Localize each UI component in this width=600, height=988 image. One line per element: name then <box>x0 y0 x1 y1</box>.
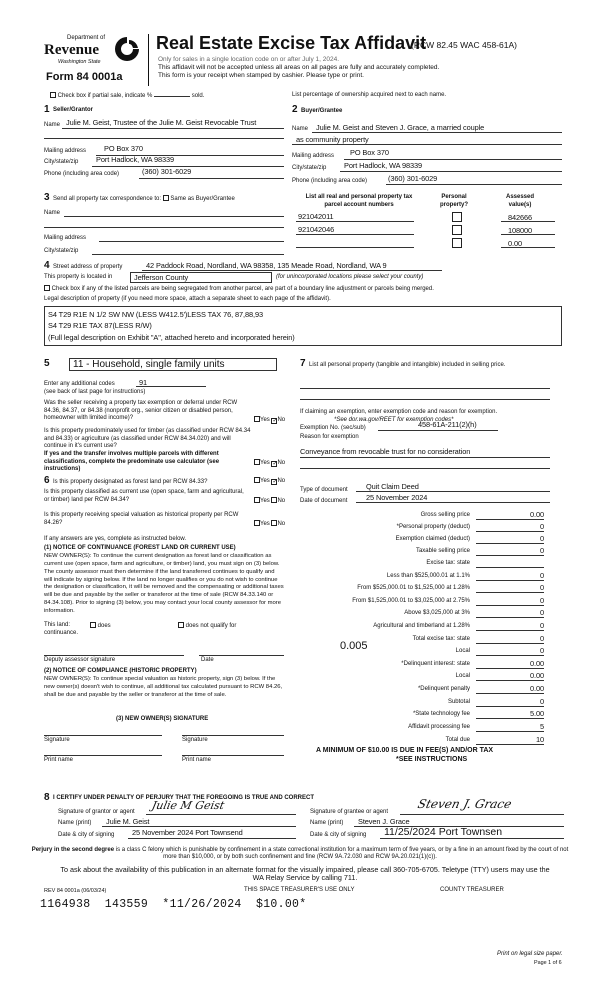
does-not-label: does not qualify for <box>185 623 237 629</box>
additional-codes[interactable]: 91 <box>139 378 148 387</box>
tax-row-underline <box>476 668 544 669</box>
located-label: This property is located in <box>44 274 113 280</box>
dor-emblem-icon <box>112 35 142 63</box>
tax-row-value[interactable]: 0 <box>539 634 544 643</box>
county-treasurer: COUNTY TREASURER <box>440 887 504 893</box>
property-number: 4 <box>44 260 50 271</box>
tax-row <box>296 558 562 569</box>
seller-name[interactable]: Julie M. Geist, Trustee of the Julie M. Geist Revocable Trust <box>66 118 257 127</box>
tax-row-underline <box>476 555 544 556</box>
segregated-label: Check box if any of the listed parcels are being segregated from another parcel, are part of a boundary line adjustment or parcels being merged. <box>51 286 434 292</box>
seller-phone[interactable]: (360) 301-6029 <box>142 167 192 176</box>
tax-row-value[interactable]: 5.00 <box>530 709 544 718</box>
tax-row <box>296 534 562 545</box>
correspondence-label: Send all property tax correspondence to: <box>53 196 162 202</box>
tax-row <box>296 571 562 582</box>
tax-row-label: Agricultural and timberland at 1.28% <box>373 623 470 629</box>
seller-mailing[interactable]: PO Box 370 <box>104 144 143 153</box>
parcel-table <box>296 192 562 258</box>
legal-line-1: S4 T29 R1E N 1/2 SW NW (LESS W412.5')LESS TAX 76, 87,88,93 <box>48 310 263 319</box>
tax-row-label: From $525,000.01 to $1,525,000 at 1.28% <box>357 585 470 591</box>
parcel-number-1[interactable]: 921042011 <box>298 212 334 221</box>
tax-row <box>296 510 562 521</box>
buyer-heading: Buyer/Grantee <box>301 108 343 114</box>
q1-no-label: No <box>277 417 286 423</box>
certification-section <box>44 792 564 842</box>
owner-signature-label-2: Signature <box>182 737 208 743</box>
partial-sale-checkbox[interactable] <box>50 92 56 98</box>
segregated-checkbox[interactable] <box>44 285 50 291</box>
does-not-row <box>178 622 236 631</box>
tax-row-underline <box>476 718 544 719</box>
minimum-notice: A MINIMUM OF $10.00 IS DUE IN FEE(S) AND/OR TAX <box>316 747 494 754</box>
legal-paper-note: Print on legal size paper. <box>497 951 563 957</box>
tax-row <box>296 646 562 657</box>
same-as-buyer-checkbox[interactable] <box>163 195 169 201</box>
tax-row-underline <box>476 744 544 745</box>
forest-q3-yes-label: Yes <box>260 521 270 527</box>
tax-row <box>296 684 562 695</box>
tax-row-value[interactable]: 0 <box>539 596 544 605</box>
notice1-text: NEW OWNER(S): To continue the current designation as forest land or classification as current use (open space, farm and agriculture, or timber) land, you must sign on (3) below. The county assessor must then determine if the land transferred continues to qualify and will indicate by signing below. If the land no longer qualifies or you do not wish to continue the designation or classification, it will be removed and the compensating or additional taxes will be due and payable by the seller or transferor at the time of sale (RCW 84.33.140 or 84.34.108). Prior to signing (3) below, you may contact your local county assessor for more information. <box>44 553 284 614</box>
tax-row-label: Local <box>455 648 470 654</box>
doc-type[interactable]: Quit Claim Deed <box>366 482 419 491</box>
q2-no-label: No <box>277 460 286 466</box>
grantor-signature[interactable]: Julie M Geist <box>150 799 226 812</box>
personal-property-section <box>300 358 562 508</box>
tax-row-underline <box>476 531 544 532</box>
personal-property-label: List all personal property (tangible and intangible) included in selling price. <box>309 362 506 368</box>
owner-print-label-1: Print name <box>44 757 74 763</box>
legal-label: Legal description of property (if you need more space, attach a separate sheet to each page of the affidavit). <box>44 296 331 302</box>
tax-row-label: *Delinquent interest: state <box>401 661 470 667</box>
correspondence-label-row <box>53 195 235 204</box>
forest-q1: Is this property designated as forest land per RCW 84.33? <box>53 479 208 485</box>
seller-heading: Seller/Grantor <box>53 107 94 113</box>
tax-row-underline <box>476 706 544 707</box>
tax-calculation <box>296 510 562 763</box>
tax-row <box>296 709 562 720</box>
doc-date[interactable]: 25 November 2024 <box>366 493 428 502</box>
tax-row-label: Excise tax: state <box>426 560 470 566</box>
grantor-name[interactable]: Julie M. Geist <box>106 817 150 826</box>
forest-number: 6 <box>44 475 50 486</box>
grantor-name-label: Name (print) <box>58 820 92 826</box>
tax-row-value[interactable]: 0.00 <box>530 684 544 693</box>
local-rate[interactable]: 0.005 <box>340 640 368 652</box>
exemption-yes-no <box>254 416 285 425</box>
buyer-phone-label: Phone (including area code) <box>292 178 368 184</box>
grantee-name-label: Name (print) <box>310 820 344 826</box>
assessed-col-header: Assessed value(s) <box>505 194 535 208</box>
tax-row <box>296 608 562 619</box>
tax-row-value[interactable]: 0.00 <box>530 671 544 680</box>
perjury-notice <box>30 847 570 861</box>
forest-q3: Is this property receiving special valuation as historical property per RCW 84.26? <box>44 512 239 526</box>
tax-row-label: Affidavit processing fee <box>408 724 470 730</box>
buyer-number: 2 <box>292 104 298 115</box>
tax-row-underline <box>476 567 544 568</box>
seller-city[interactable]: Port Hadlock, WA 98339 <box>96 155 175 164</box>
parcel-number-2[interactable]: 921042046 <box>298 225 335 234</box>
doc-type-label: Type of document <box>300 487 348 493</box>
tax-row-value[interactable]: 10 <box>535 735 544 744</box>
tax-row-label: Total due <box>445 737 470 743</box>
land-use-value: 11 - Household, single family units <box>73 359 225 370</box>
tax-row-value[interactable]: 0 <box>539 534 544 543</box>
tax-row-underline <box>476 630 544 631</box>
land-use-section <box>44 358 294 474</box>
notice2-title: (2) NOTICE OF COMPLIANCE (HISTORIC PROPERTY) <box>44 668 197 674</box>
owner-signature-label-1: Signature <box>44 737 70 743</box>
tax-row-value[interactable]: 5 <box>539 722 544 731</box>
see-back-note: (see back of last page for instructions) <box>44 389 146 395</box>
county-select[interactable] <box>130 272 272 283</box>
tax-row <box>296 659 562 670</box>
exemption-link[interactable]: *See dor.wa.gov/REET for exemption codes* <box>334 417 454 423</box>
correspondence-city-label: City/state/zip <box>44 248 79 254</box>
correspondence-number: 3 <box>44 192 50 203</box>
grantor-date-label: Date & city of signing <box>58 832 115 838</box>
does-row <box>90 622 111 631</box>
q1-no-checkbox[interactable]: ✓ <box>272 418 278 424</box>
assessed-value-3[interactable]: 0.00 <box>508 239 522 248</box>
dept-line1: Department of <box>66 35 106 41</box>
form-number: Form 84 0001a <box>46 71 123 83</box>
tax-row-label: Total excise tax: state <box>412 636 470 642</box>
q2-no-checkbox[interactable]: ✓ <box>272 461 278 467</box>
header-subtitle-1: Only for sales in a single location code on or after July 1, 2024. <box>158 56 340 63</box>
buyer-city-label: City/state/zip <box>292 165 327 171</box>
tax-row-value[interactable]: 0 <box>539 571 544 580</box>
located-note: (for unincorporated locations please select your county) <box>276 274 424 280</box>
accessibility-notice: To ask about the availability of this publication in an alternate format for the visually impaired, please call 360-705-6705. Teletype (TTY) users may use the WA Relay Service by calling 711. <box>60 865 550 883</box>
tax-row <box>296 735 562 746</box>
page-number: Page 1 of 6 <box>534 960 562 966</box>
forest-section <box>44 475 296 785</box>
tax-row <box>296 596 562 607</box>
tax-row <box>296 583 562 594</box>
tax-row <box>296 621 562 632</box>
see-instructions: *SEE INSTRUCTIONS <box>396 756 468 763</box>
does-label: does <box>97 623 111 629</box>
exemption-no-label: Exemption No. (sec/sub) <box>300 425 366 431</box>
personal-property-checkbox-3[interactable] <box>452 238 462 248</box>
partial-sale-row <box>50 92 204 101</box>
forest-q2-yes-no <box>254 497 285 506</box>
timber-question-note: If yes and the transfer involves multiple parcels with different classifications, complete the predominate use calculator (see instructions) <box>44 451 220 472</box>
grantor-date[interactable]: 25 November 2024 Port Townsend <box>132 828 243 837</box>
q2-yes-label: Yes <box>260 460 270 466</box>
tax-row-underline <box>476 580 544 581</box>
header-subtitle-2: This affidavit will not be accepted unless all areas on all pages are fully and accurately completed. <box>158 64 440 71</box>
street-label: Street address of property <box>53 264 123 270</box>
buyer-name-label: Name <box>292 126 309 132</box>
doc-date-label: Date of document <box>300 498 348 504</box>
partial-sold-label: sold. <box>191 93 205 99</box>
tax-row-label: *State technology fee <box>412 711 470 717</box>
tax-row <box>296 671 562 682</box>
buyer-name-line1[interactable]: Julie M. Geist and Steven J. Grace, a married couple <box>316 123 485 132</box>
parcel-col-header: List all real and personal property tax parcel account numbers <box>305 194 413 208</box>
tax-row-value[interactable]: 0.00 <box>530 659 544 668</box>
tax-row-value[interactable]: 0 <box>539 646 544 655</box>
forest-q1-no-checkbox[interactable]: ✓ <box>272 479 278 485</box>
tax-row <box>296 722 562 733</box>
property-section <box>44 260 562 350</box>
forest-q1-no-label: No <box>277 478 286 484</box>
correspondence-name-label: Name <box>44 210 61 216</box>
grantee-signature-label: Signature of grantee or agent <box>310 809 389 815</box>
seller-city-label: City/state/zip <box>44 159 79 165</box>
additional-codes-label: Enter any additional codes <box>44 381 115 387</box>
segregated-row <box>44 285 434 294</box>
forest-q2: Is this property classified as current use (open space, farm and agricultural, or timber) land per RCW 84.34? <box>44 489 244 503</box>
grantee-date-label: Date & city of signing <box>310 832 367 838</box>
owner-print-label-2: Print name <box>182 757 212 763</box>
correspondence-section <box>44 192 284 258</box>
forest-q2-no-label: No <box>277 498 286 504</box>
buyer-mailing-label: Mailing address <box>292 153 335 159</box>
notice3-title: (3) NEW OWNER(S) SIGNATURE <box>116 716 209 722</box>
tax-row-label: *Personal property (deduct) <box>396 524 470 530</box>
timber-question: Is this property predominately used for timber (as classified under RCW 84.34 and 84.33) or agriculture (as classified under RCW 84.34.020) and will continue in it's current use? <box>44 428 251 449</box>
tax-row-label: Subtotal <box>447 699 470 705</box>
tax-row-underline <box>476 731 544 732</box>
reason-label: Reason for exemption <box>300 434 359 440</box>
buyer-section <box>292 104 562 190</box>
form-title: Real Estate Excise Tax Affidavit <box>156 33 427 53</box>
q1-yes-label: Yes <box>260 417 270 423</box>
buyer-name-line2[interactable]: as community property <box>296 135 369 144</box>
legal-description-field[interactable] <box>44 306 562 346</box>
personal-property-checkbox-2[interactable] <box>452 225 462 235</box>
land-use-number: 5 <box>44 358 50 369</box>
dor-logo <box>44 35 144 85</box>
tax-row-underline <box>476 693 544 694</box>
exemption-reason[interactable]: Conveyance from revocable trust for no consideration <box>300 447 471 456</box>
tax-row-value[interactable]: 0 <box>539 522 544 531</box>
assessed-value-1[interactable]: 842666 <box>508 213 533 222</box>
tax-row-value[interactable]: 0 <box>539 697 544 706</box>
forest-q1-yes-no <box>254 477 285 486</box>
correspondence-mailing-label: Mailing address <box>44 235 87 241</box>
tax-row-underline <box>476 617 544 618</box>
tax-row-value[interactable]: 0.00 <box>530 510 544 519</box>
tax-row-label: Taxable selling price <box>415 548 470 554</box>
does-checkbox[interactable] <box>90 622 96 628</box>
ownership-note: List percentage of ownership acquired next to each name. <box>292 92 447 98</box>
forest-q3-yes-no <box>254 520 285 529</box>
tax-row-value[interactable]: 0 <box>539 546 544 555</box>
notice2-text: NEW OWNER(S): To continue special valuation as historic property, sign (3) below. If the new owner(s) doesn't wish to continue, all additional tax calculated pursuant to RCW 84.26, shall be due and payable by the seller or transferor at the time of sale. <box>44 676 283 698</box>
tax-row-value[interactable]: 0 <box>539 621 544 630</box>
certify-statement: I CERTIFY UNDER PENALTY OF PERJURY THAT THE FOREGOING IS TRUE AND CORRECT <box>53 795 315 801</box>
tax-row-label: Local <box>455 673 470 679</box>
county-value: Jefferson County <box>134 273 189 282</box>
personal-col-header: Personal property? <box>439 194 468 208</box>
notice1-title: (1) NOTICE OF CONTINUANCE (FOREST LAND OR CURRENT USE) <box>44 545 236 551</box>
forest-q3-no-label: No <box>277 521 286 527</box>
seller-name-label: Name <box>44 122 61 128</box>
tax-row-label: Gross selling price <box>420 512 470 518</box>
buyer-phone[interactable]: (360) 301-6029 <box>388 174 438 183</box>
seller-section <box>44 104 284 184</box>
exemption-intro: If claiming an exemption, enter exemption code and reason for exemption. <box>300 409 498 415</box>
this-land-label: This land: <box>44 622 71 628</box>
exemption-question: Was the seller receiving a property tax exemption or deferral under RCW 84.36, 84.37, or 84.38 (nonprofit org., senior citizen or disabled person, homeowner with limited income)? <box>44 400 238 421</box>
deputy-date-label: Date <box>201 657 214 663</box>
does-not-checkbox[interactable] <box>178 622 184 628</box>
legal-line-3: (Full legal description on Exhibit "A", attached hereto and incorporated herein) <box>48 333 295 342</box>
buyer-city[interactable]: Port Hadlock, WA 98339 <box>344 161 423 170</box>
assessed-value-2[interactable]: 108000 <box>508 226 533 235</box>
perjury-bold: Perjury in the second degree <box>31 847 115 853</box>
exemption-no[interactable]: 458-61A-211(2)(h) <box>418 420 477 429</box>
tax-row-underline <box>476 543 544 544</box>
tax-row-underline <box>476 519 544 520</box>
tax-row <box>296 522 562 533</box>
grantee-name[interactable]: Steven J. Grace <box>358 817 410 826</box>
legal-line-2: S4 T29 R1E TAX 87(LESS R/W) <box>48 321 152 330</box>
grantee-signature[interactable]: Steven J. Grace <box>416 797 514 811</box>
forest-q2-yes-label: Yes <box>260 498 270 504</box>
seller-phone-label: Phone (including area code) <box>44 171 120 177</box>
grantor-signature-label: Signature of grantor or agent <box>58 809 135 815</box>
tax-row-underline <box>476 592 544 593</box>
dept-state: Washington State <box>58 59 101 65</box>
tax-row-label: Above $3,025,000 at 3% <box>404 610 470 616</box>
tax-row-label: Less than $525,000.01 at 1.1% <box>386 573 470 579</box>
certification-number: 8 <box>44 792 50 803</box>
tax-row-value[interactable]: 0 <box>539 583 544 592</box>
tax-row-label: *Delinquent penalty <box>417 686 470 692</box>
deputy-signature-label: Deputy assessor signature <box>44 657 116 663</box>
grantee-date[interactable]: 11/25/2024 Port Townsen <box>384 826 503 838</box>
continuance-label: continuance. <box>44 630 79 636</box>
tax-row <box>296 546 562 557</box>
tax-row <box>296 697 562 708</box>
tax-row-underline <box>476 680 544 681</box>
tax-row-label: Exemption claimed (deduct) <box>395 536 470 542</box>
perjury-text: is a class C felony which is punishable by confinement in a state correctional institution for a maximum term of five years, or by a fine in an amount fixed by the court of not more than $10,000, or by both such confinement and fine (RCW 9A.72.030 and RCW 9A.20.021(1)(c)). <box>115 847 569 861</box>
forest-q1-yes-label: Yes <box>260 478 270 484</box>
tax-row-underline <box>476 643 544 644</box>
tax-row <box>296 634 562 645</box>
tax-row-label: From $1,525,000.01 to $3,025,000 at 2.75% <box>352 598 470 604</box>
same-as-buyer-label: Same as Buyer/Grantee <box>170 196 235 202</box>
revision: REV 84 0001a (06/03/24) <box>44 888 107 894</box>
header-subtitle-3: This form is your receipt when stamped by cashier. Please type or print. <box>158 72 364 79</box>
buyer-mailing[interactable]: PO Box 370 <box>350 148 389 157</box>
timber-yes-no <box>254 459 285 468</box>
dept-revenue: Revenue <box>44 42 99 58</box>
street-address[interactable]: 42 Paddock Road, Nordland, WA 98358, 135 Meade Road, Nordland, WA 9 <box>146 261 387 270</box>
answers-note: If any answers are yes, complete as instructed below. <box>44 536 187 542</box>
cashier-stamp: 1164938 143559 *11/26/2024 $10.00* <box>40 898 307 911</box>
form-rcw: (RCW 82.45 WAC 458-61A) <box>411 40 517 50</box>
seller-mailing-label: Mailing address <box>44 148 87 154</box>
tax-row-underline <box>476 605 544 606</box>
land-use-select[interactable] <box>69 358 277 371</box>
tax-row-value[interactable]: 0 <box>539 608 544 617</box>
treasurer-only: THIS SPACE TREASURER'S USE ONLY <box>244 887 355 893</box>
partial-sale-label: Check box if partial sale, indicate % <box>57 93 153 99</box>
personal-property-checkbox-1[interactable] <box>452 212 462 222</box>
personal-property-number: 7 <box>300 358 306 369</box>
tax-row-underline <box>476 655 544 656</box>
seller-number: 1 <box>44 104 50 115</box>
